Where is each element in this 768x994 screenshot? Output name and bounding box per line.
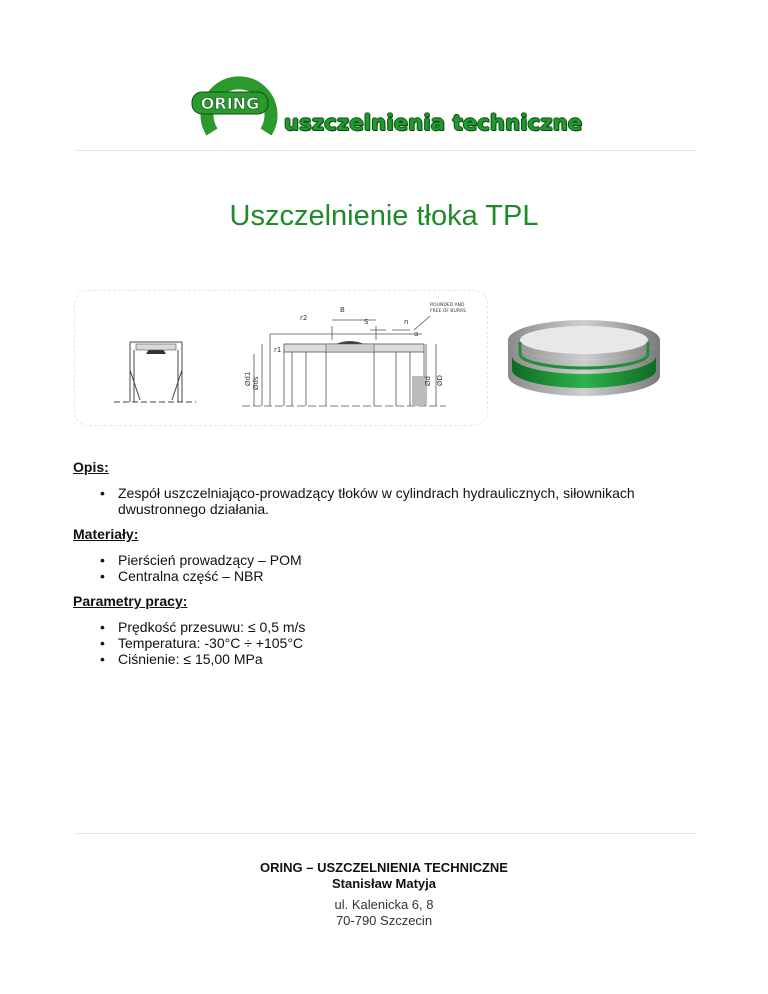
section-parametry — [73, 593, 713, 667]
list-item: • Centralna część – NBR — [100, 568, 264, 584]
dim-r2: r2 — [300, 314, 308, 322]
header-divider — [75, 150, 695, 151]
list-item: • Prędkość przesuwu: ≤ 0,5 m/s — [100, 619, 306, 635]
footer-divider — [75, 833, 695, 834]
dim-n: n — [404, 318, 409, 326]
page-title: Uszczelnienie tłoka TPL — [229, 200, 539, 232]
dim-D: ØD — [436, 375, 444, 386]
note-rounded: ROUNDED AND — [430, 303, 465, 308]
materialy-heading: Materiały: — [73, 526, 139, 542]
dim-d: Ød — [424, 376, 432, 386]
opis-heading: Opis: — [73, 459, 109, 475]
parametry-heading: Parametry pracy: — [73, 593, 188, 609]
dim-B: B — [340, 306, 345, 314]
dim-S: S — [364, 318, 369, 326]
list-item: • Temperatura: -30°C ÷ +105°C — [100, 635, 304, 651]
footer-company: ORING – USZCZELNIENIA TECHNICZNE — [260, 860, 508, 875]
note-burrs: FREE OF BURRS — [430, 309, 466, 314]
list-item: • Zespół uszczelniająco-prowadzący tłoków w cylindrach hydraulicznych, siłownikach dwustronnego działania. — [100, 485, 635, 517]
dim-d1: Ød1 — [244, 371, 252, 386]
list-item: • Pierścień prowadzący – POM — [100, 552, 302, 568]
footer-city: 70-790 Szczecin — [335, 913, 433, 928]
technical-drawing — [74, 290, 486, 424]
dim-a: a — [414, 330, 419, 338]
footer-person: Stanisław Matyja — [331, 876, 437, 891]
section-opis — [73, 459, 713, 517]
section-materialy — [73, 526, 713, 584]
dim-r1: r1 — [274, 346, 282, 354]
logo-text: uszczelnienia techniczne — [284, 111, 583, 135]
seal-3d-image — [506, 318, 662, 398]
dim-ds: Øds — [252, 376, 260, 390]
logo-badge-text: ORING — [200, 94, 260, 113]
list-item: • Ciśnienie: ≤ 15,00 MPa — [100, 651, 263, 667]
footer-street: ul. Kalenicka 6, 8 — [334, 897, 434, 912]
